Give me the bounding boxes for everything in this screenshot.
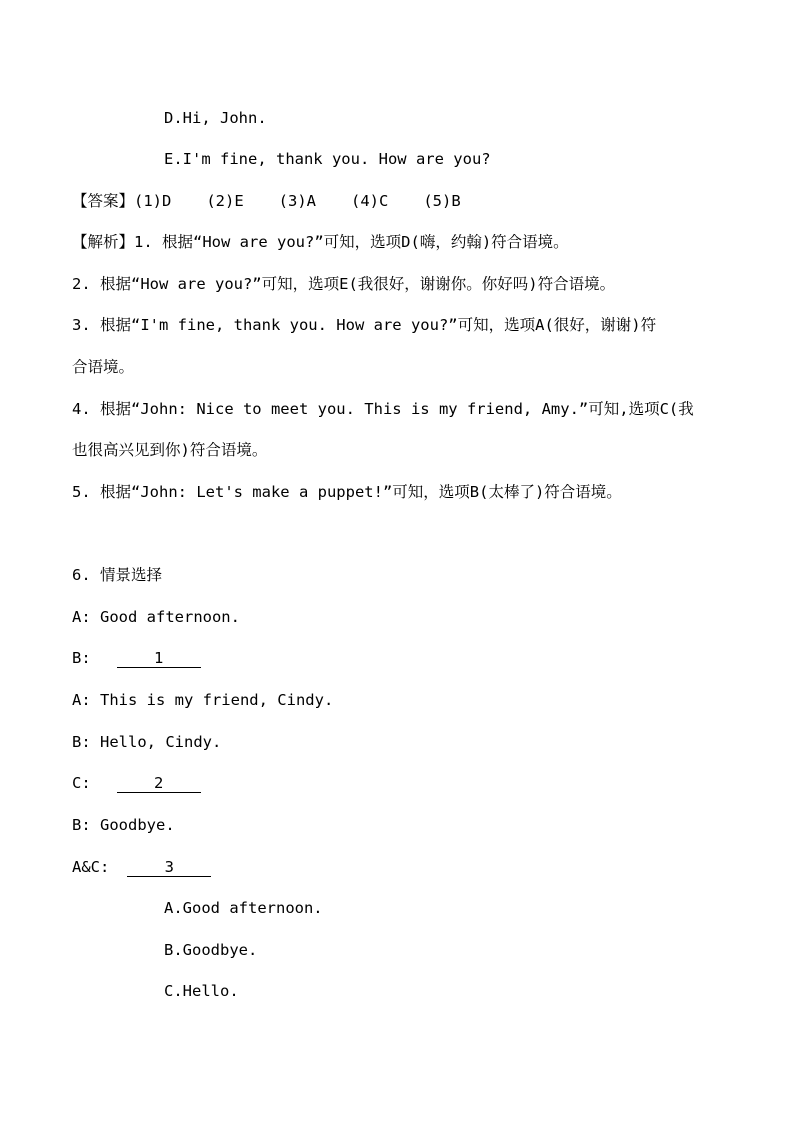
analysis-label: 【解析】	[72, 233, 135, 251]
dialogue-line	[72, 772, 201, 794]
option-e: E.I'm fine, thank you. How are you?	[164, 150, 491, 168]
speaker: C:	[72, 774, 91, 792]
option-a: A.Good afternoon.	[164, 899, 323, 917]
analysis-line: 【解析】1. 根据“How are you?”可知，选项D(嗨，约翰)符合语境。	[72, 233, 569, 251]
analysis-line: 2. 根据“How are you?”可知，选项E(我很好，谢谢你。你好吗)符合语境。	[72, 275, 616, 293]
option-d: D.Hi, John.	[164, 109, 267, 127]
dialogue-line: A: This is my friend, Cindy.	[72, 691, 334, 709]
analysis-line: 4. 根据“John: Nice to meet you. This is my friend, Amy.”可知,选项C(我	[72, 400, 694, 418]
option-c: C.Hello.	[164, 982, 239, 1000]
answer-item: (2)E	[206, 192, 244, 210]
answer-blank[interactable]: 1	[117, 649, 201, 668]
dialogue-line: B: Goodbye.	[72, 816, 175, 834]
answer-blank[interactable]: 3	[127, 858, 211, 877]
analysis-line: 合语境。	[72, 358, 135, 376]
dialogue-line: A: Good afternoon.	[72, 608, 240, 626]
question-title: 6. 情景选择	[72, 566, 162, 584]
answer-item: (3)A	[278, 192, 316, 210]
analysis-line: 也很高兴见到你)符合语境。	[72, 441, 268, 459]
answer-blank[interactable]: 2	[117, 774, 201, 793]
dialogue-line	[72, 856, 211, 878]
dialogue-line: B: Hello, Cindy.	[72, 733, 222, 751]
analysis-line: 3. 根据“I'm fine, thank you. How are you?”可知，选项A(很好，谢谢)符	[72, 316, 657, 334]
speaker: A&C:	[72, 858, 110, 876]
option-b: B.Goodbye.	[164, 941, 258, 959]
speaker: B:	[72, 649, 91, 667]
answer-item: (4)C	[351, 192, 389, 210]
dialogue-line	[72, 647, 201, 669]
answer-line	[72, 190, 461, 212]
answer-item: (1)D	[134, 192, 172, 210]
answer-item: (5)B	[423, 192, 461, 210]
analysis-line: 5. 根据“John: Let's make a puppet!”可知，选项B(太棒了)符合语境。	[72, 483, 622, 501]
answer-label: 【答案】	[72, 192, 135, 210]
